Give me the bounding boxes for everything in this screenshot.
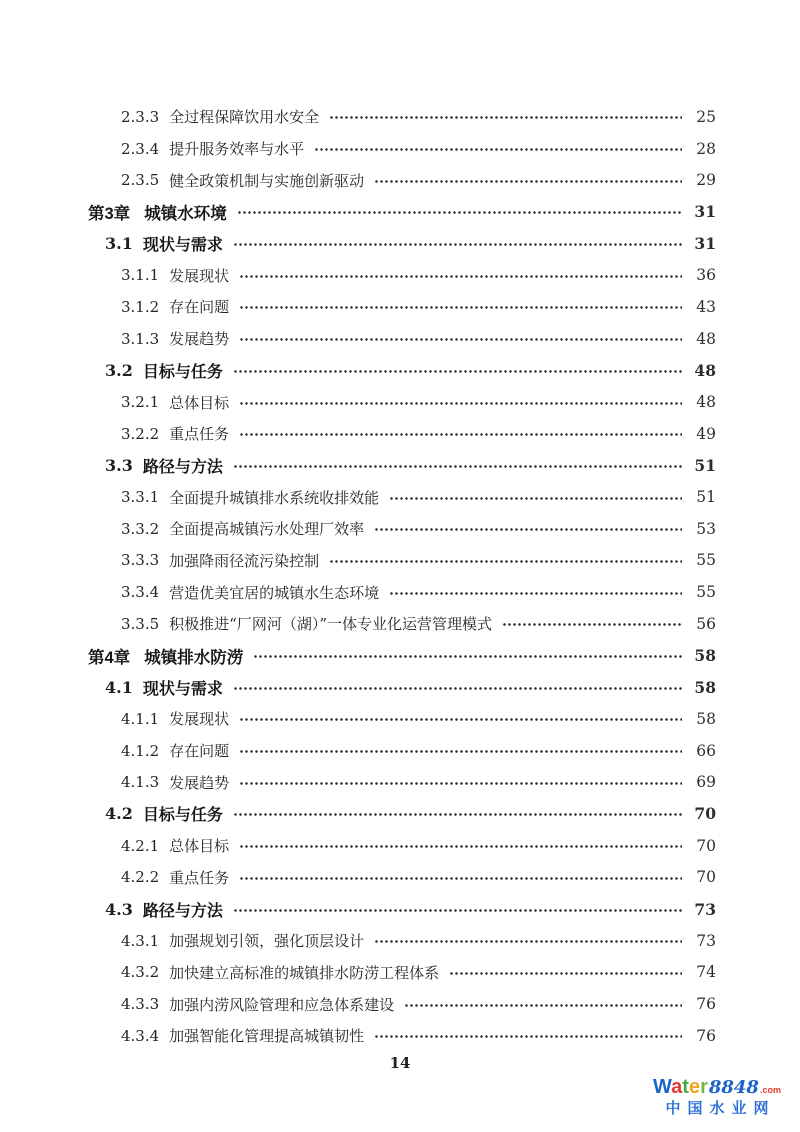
toc-entry [88, 957, 716, 989]
toc-entry [88, 355, 716, 387]
toc-entry-title: 发展趋势 [169, 773, 230, 792]
toc-entry-page-number: 48 [694, 360, 716, 380]
toc-entry-page-number: 55 [696, 551, 716, 570]
toc-entry [88, 133, 716, 165]
toc-entry-page-number: 48 [696, 329, 716, 348]
toc-entry [88, 671, 716, 703]
toc-entry-title: 路径与方法 [142, 902, 223, 920]
dot-leader [239, 433, 682, 436]
toc-entry-title: 全过程保障饮用水安全 [169, 108, 320, 127]
toc-entry-number: 4.1.1 [121, 709, 160, 728]
toc-entry-page-number: 51 [696, 488, 716, 507]
dot-leader [449, 972, 682, 975]
dot-leader [239, 750, 682, 753]
toc-entry-page-number: 74 [696, 963, 716, 982]
toc-entry-number: 4.1.2 [121, 741, 160, 760]
watermark-brand-word [653, 1076, 708, 1098]
toc-entry [88, 450, 716, 482]
toc-entry-page-number: 36 [696, 266, 716, 285]
footer-page-number: 14 [389, 1054, 411, 1072]
toc-entry [88, 798, 716, 830]
dot-leader [239, 275, 682, 278]
toc-entry-page-number: 48 [696, 393, 716, 412]
toc-entry-page-number: 28 [696, 139, 716, 158]
watermark-brand-letter: t [682, 1076, 689, 1098]
toc-entry-page-number: 49 [696, 424, 716, 443]
dot-leader [374, 180, 682, 183]
toc-entry-title: 发展现状 [169, 266, 230, 285]
toc-entry-title: 发展现状 [169, 710, 230, 729]
toc-entry-page-number: 73 [694, 899, 716, 919]
toc-entry-title: 目标与任务 [142, 363, 223, 381]
toc-entry-page-number: 56 [696, 614, 716, 633]
toc-entry-number: 第3章 [88, 204, 131, 223]
toc-entry-page-number: 73 [696, 931, 716, 950]
toc-entry-number: 2.3.4 [121, 139, 160, 158]
dot-leader [233, 370, 682, 373]
toc-entry-title: 提升服务效率与水平 [169, 140, 305, 159]
dot-leader [239, 877, 682, 880]
dot-leader [389, 497, 682, 500]
dot-leader [239, 782, 682, 785]
toc-entry-number: 第4章 [88, 648, 131, 667]
dot-leader [329, 560, 682, 563]
toc-entry [88, 101, 716, 133]
toc-entry-title: 营造优美宜居的城镇水生态环境 [169, 583, 380, 602]
dot-leader [233, 687, 682, 690]
dot-leader [233, 909, 682, 912]
toc-entry [88, 259, 716, 291]
toc-entry-number: 4.3.1 [121, 931, 160, 950]
toc-entry-page-number: 70 [696, 836, 716, 855]
toc-entry [88, 703, 716, 735]
toc-entry-page-number: 70 [696, 868, 716, 887]
toc-entry-title: 全面提高城镇污水处理厂效率 [169, 520, 365, 539]
toc-entry-title: 加强内涝风险管理和应急体系建设 [169, 995, 395, 1014]
toc-entry [88, 608, 716, 640]
toc-entry [88, 925, 716, 957]
toc-entry-number: 3.3.4 [121, 583, 160, 602]
toc-entry-number: 3.3.3 [121, 551, 160, 570]
toc-entry-number: 4.3.2 [121, 963, 160, 982]
toc-entry-title: 现状与需求 [142, 680, 223, 698]
toc-entry-title: 重点任务 [169, 425, 230, 444]
toc-entry [88, 164, 716, 196]
toc-entry-number: 4.2 [105, 804, 133, 824]
toc-entry-page-number: 25 [696, 107, 716, 126]
dot-leader [233, 465, 682, 468]
dot-leader [239, 845, 682, 848]
toc-entry-number: 3.2 [105, 360, 133, 380]
toc-entry-number: 3.1.1 [121, 266, 160, 285]
toc-entry-page-number: 66 [696, 741, 716, 760]
toc-entry-page-number: 58 [696, 709, 716, 728]
toc-entry-title: 重点任务 [169, 868, 230, 887]
watermark-brand-letter: W [653, 1076, 672, 1098]
toc-entry-title: 积极推进“厂网河（湖）”一体专业化运营管理模式 [169, 615, 493, 634]
toc-entry [88, 386, 716, 418]
toc-entry [88, 418, 716, 450]
toc-entry-title: 加强智能化管理提高城镇韧性 [169, 1027, 365, 1046]
dot-leader [239, 306, 682, 309]
watermark-brand-tld: .com [759, 1085, 781, 1095]
dot-leader [239, 402, 682, 405]
toc-entry [88, 228, 716, 260]
toc-entry [88, 323, 716, 355]
toc-entry [88, 576, 716, 608]
toc-entry-page-number: 31 [694, 202, 716, 222]
toc-entry-page-number: 58 [694, 646, 716, 666]
dot-leader [233, 813, 682, 816]
dot-leader [374, 1035, 682, 1038]
toc-entry [88, 988, 716, 1020]
toc-entry-page-number: 76 [696, 1026, 716, 1045]
toc-entry [88, 640, 716, 672]
toc-entry-number: 3.3.2 [121, 519, 160, 538]
dot-leader [502, 623, 682, 626]
toc-entry-title: 全面提升城镇排水系统收排效能 [169, 488, 380, 507]
toc-entry-title: 健全政策机制与实施创新驱动 [169, 171, 365, 190]
toc-entry-number: 4.3.4 [121, 1026, 160, 1045]
watermark-site-name: 中国水业网 [665, 1100, 776, 1117]
toc-entry-number: 3.3 [105, 455, 133, 475]
toc-entry-page-number: 58 [694, 677, 716, 697]
toc-entry-number: 2.3.5 [121, 171, 160, 190]
toc-entry-number: 2.3.3 [121, 107, 160, 126]
watermark-brand-letter: a [671, 1076, 683, 1098]
toc-entry-page-number: 53 [696, 519, 716, 538]
watermark-brand-line [646, 1076, 788, 1098]
toc-entry [88, 766, 716, 798]
toc-entry-title: 城镇排水防涝 [144, 648, 244, 667]
toc-entry-title: 加强降雨径流污染控制 [169, 551, 320, 570]
toc-entry-page-number: 55 [696, 583, 716, 602]
toc-entry [88, 1020, 716, 1052]
toc-entry-title: 现状与需求 [142, 237, 223, 255]
toc-entry-number: 4.3 [105, 899, 133, 919]
dot-leader [389, 592, 682, 595]
dot-leader [314, 148, 682, 151]
toc-entry-title: 存在问题 [169, 298, 230, 317]
dot-leader [404, 1004, 682, 1007]
toc-entry-number: 3.1.3 [121, 329, 160, 348]
toc-entry-page-number: 76 [696, 995, 716, 1014]
toc-entry [88, 545, 716, 577]
dot-leader [374, 940, 682, 943]
toc-entry-title: 加快建立高标准的城镇排水防涝工程体系 [169, 963, 440, 982]
toc-entry-number: 4.3.3 [121, 995, 160, 1014]
toc-entry [88, 481, 716, 513]
toc-entry-page-number: 69 [696, 773, 716, 792]
toc-entry-title: 发展趋势 [169, 330, 230, 349]
watermark-brand-number: 8848 [708, 1077, 759, 1098]
toc-entry-page-number: 43 [696, 297, 716, 316]
toc-entry-title: 总体目标 [169, 837, 230, 856]
dot-leader [237, 211, 682, 214]
toc-entry [88, 830, 716, 862]
toc-entry-title: 存在问题 [169, 742, 230, 761]
toc-entry-number: 4.2.1 [121, 836, 160, 855]
toc-entry [88, 291, 716, 323]
toc-entry-page-number: 31 [694, 234, 716, 254]
toc-entry-title: 总体目标 [169, 393, 230, 412]
dot-leader [233, 243, 682, 246]
watermark-brand-letter: e [688, 1076, 701, 1098]
toc-entry [88, 196, 716, 228]
toc-entry-number: 4.2.2 [121, 868, 160, 887]
toc-entry-number: 3.2.2 [121, 424, 160, 443]
toc-entry-number: 3.1 [105, 234, 133, 254]
toc-entry-number: 4.1 [105, 677, 133, 697]
toc-entry-title: 加强规划引领，强化顶层设计 [169, 932, 365, 951]
toc-entry [88, 862, 716, 894]
toc-entry-number: 4.1.3 [121, 773, 160, 792]
toc-entry-page-number: 29 [696, 171, 716, 190]
toc-entry-title: 目标与任务 [142, 807, 223, 825]
toc-entry [88, 735, 716, 767]
watermark-brand-letter: r [700, 1076, 708, 1098]
dot-leader [239, 338, 682, 341]
toc-entry-number: 3.2.1 [121, 393, 160, 412]
dot-leader [239, 718, 682, 721]
toc-entry [88, 893, 716, 925]
toc-entry [88, 513, 716, 545]
toc-entry-title: 城镇水环境 [144, 204, 227, 223]
table-of-contents [88, 101, 716, 1052]
toc-entry-number: 3.1.2 [121, 297, 160, 316]
toc-entry-number: 3.3.1 [121, 488, 160, 507]
dot-leader [329, 116, 682, 119]
toc-entry-page-number: 51 [694, 455, 716, 475]
toc-entry-title: 路径与方法 [142, 458, 223, 476]
toc-entry-number: 3.3.5 [121, 614, 160, 633]
dot-leader [253, 655, 682, 658]
water8848-logo [646, 1076, 788, 1118]
dot-leader [374, 528, 682, 531]
toc-entry-page-number: 70 [694, 804, 716, 824]
